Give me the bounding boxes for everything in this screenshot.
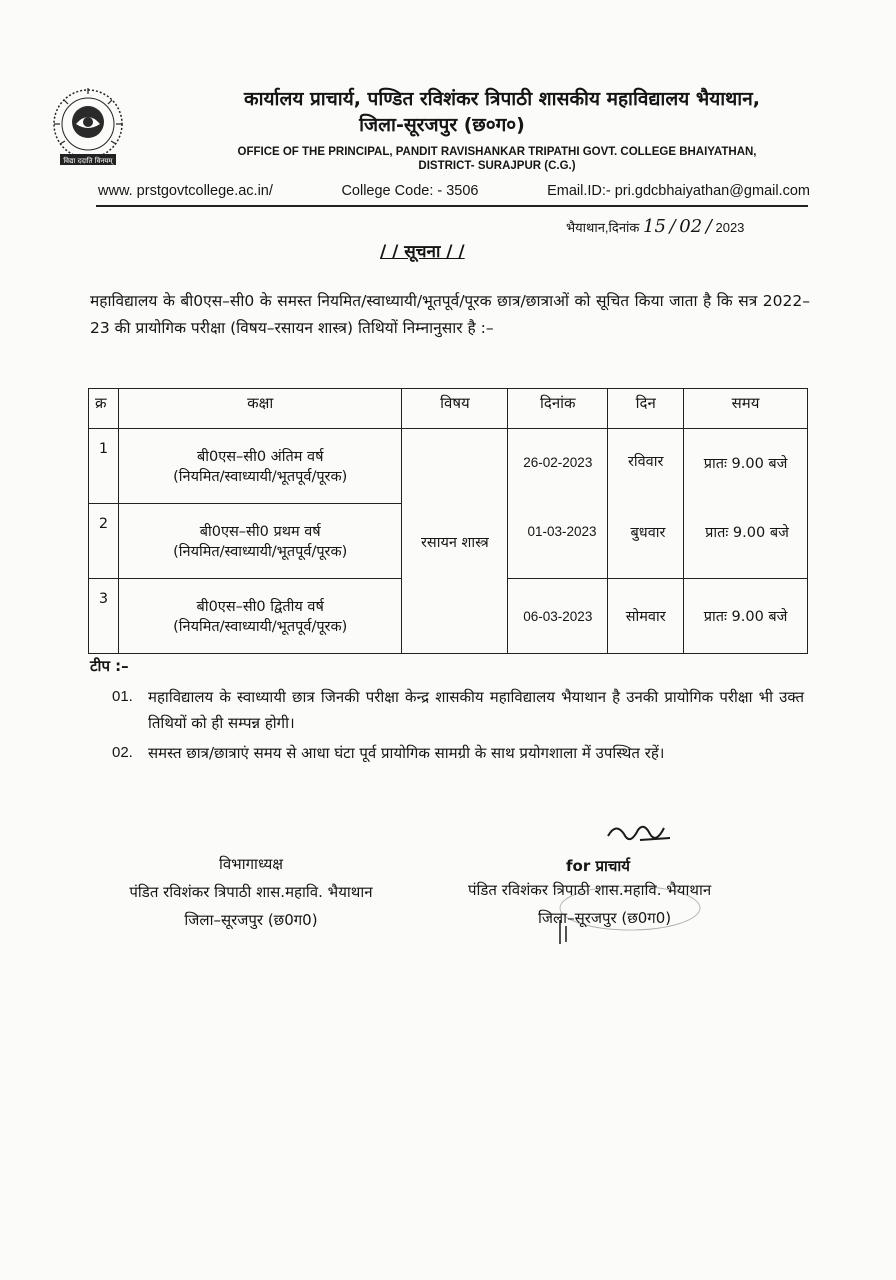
row-class xyxy=(118,579,401,654)
hod-signature-block xyxy=(86,850,416,934)
date-prefix: भैयाथान,दिनांक xyxy=(566,220,640,235)
row-time-1 xyxy=(684,429,808,579)
header-serial: क्र xyxy=(89,389,119,429)
college-title-english-line1: OFFICE OF THE PRINCIPAL, PANDIT RAVISHANKAR TRIPATHI GOVT. COLLEGE BHAIYATHAN, xyxy=(237,146,757,158)
college-code: College Code: - 3506 xyxy=(341,183,479,199)
row2-time: प्रातः 9.00 बजे xyxy=(705,525,789,541)
list-item xyxy=(112,740,804,766)
tip-number: 01. xyxy=(112,688,133,705)
college-title-hindi-line1: कार्यालय प्राचार्य, पण्डित रविशंकर त्रिपाठी शासकीय महाविद्यालय भैयाथान, xyxy=(244,88,760,110)
row2-date: 01-03-2023 xyxy=(527,524,597,539)
row-serial: 3 xyxy=(89,579,119,654)
row-serial: 1 xyxy=(89,429,119,504)
notice-paragraph: महाविद्यालय के बी0एस–सी0 के समस्त नियमित/स्वाध्यायी/भूतपूर्व/पूरक छात्र/छात्राओं को सूचित किया जाता है कि सत्र 2022–23 की प्रायोगिक परीक्षा (विषय–रसायन शास्त्र) तिथियों निम्नानुसार है :– xyxy=(90,292,810,337)
tip-number: 02. xyxy=(112,744,133,761)
tip-text: समस्त छात्र/छात्राएं समय से आधा घंटा पूर्व प्रायोगिक सामग्री के साथ प्रयोगशाला में उपस्थित रहें। xyxy=(148,744,665,762)
college-title-english xyxy=(152,145,842,173)
row-serial: 2 xyxy=(89,504,119,579)
row-date-3: 06-03-2023 xyxy=(508,579,608,654)
college-seal-logo xyxy=(46,84,130,168)
svg-text:विद्या ददाति विनयम्: विद्या ददाति विनयम् xyxy=(63,157,113,165)
hod-title: विभागाध्यक्ष xyxy=(218,855,284,873)
row-class-line1: बी0एस–सी0 अंतिम वर्ष xyxy=(196,449,324,465)
tip-text: महाविद्यालय के स्वाध्यायी छात्र जिनकी परीक्षा केन्द्र शासकीय महाविद्यालय भैयाथान है उनकी प्रायोगिक परीक्षा भी उक्त तिथियों को ही सम्पन्न होगी। xyxy=(148,688,804,732)
row-class-line2: (नियमित/स्वाध्यायी/भूतपूर्व/पूरक) xyxy=(173,619,348,635)
row-day-value: रविवार xyxy=(627,454,664,470)
hod-college: पंडित रविशंकर त्रिपाठी शास.महावि. भैयाथान xyxy=(129,883,373,901)
principal-signature-block xyxy=(468,857,808,932)
date-day: 15 xyxy=(643,216,666,237)
row-class-line2: (नियमित/स्वाध्यायी/भूतपूर्व/पूरक) xyxy=(173,469,348,485)
tips-list xyxy=(112,684,804,770)
college-title-hindi xyxy=(152,86,852,138)
header-class: कक्षा xyxy=(118,389,401,429)
contact-line xyxy=(98,183,810,199)
website-link[interactable]: www. prstgovtcollege.ac.in/ xyxy=(98,183,273,199)
date-month: 02 xyxy=(679,216,703,237)
header-divider xyxy=(96,205,808,207)
row-class xyxy=(118,504,401,579)
principal-for-label: for प्राचार्य xyxy=(566,857,630,875)
college-title-hindi-line2: जिला-सूरजपुर (छ०ग०) xyxy=(359,114,525,136)
row-time-value: प्रातः 9.00 बजे xyxy=(703,456,788,472)
tips-heading: टीप :– xyxy=(90,657,129,675)
table-row xyxy=(89,429,808,504)
header-date: दिनांक xyxy=(508,389,608,429)
row-date-1 xyxy=(508,429,608,579)
header-day: दिन xyxy=(608,389,684,429)
date-year: 2023 xyxy=(715,220,745,235)
hod-district: जिला–सूरजपुर (छ0ग0) xyxy=(184,911,318,929)
header-subject: विषय xyxy=(402,389,508,429)
row-class xyxy=(118,429,401,504)
notice-heading: / / सूचना / / xyxy=(380,242,465,262)
notice-date: भैयाथान,दिनांक 15 / 02 / 2023 xyxy=(566,216,745,237)
row-day-3: सोमवार xyxy=(608,579,684,654)
principal-district: जिला–सूरजपुर (छ0ग0) xyxy=(538,909,672,927)
college-title-english-line2: DISTRICT- SURAJPUR (C.G.) xyxy=(418,160,576,172)
subject-text: रसायन शास्त्र xyxy=(420,535,489,551)
row2-day: बुधवार xyxy=(630,525,666,541)
row-day-1 xyxy=(608,429,684,579)
list-item xyxy=(112,684,804,736)
row-class-line1: बी0एस–सी0 प्रथम वर्ष xyxy=(199,524,321,540)
exam-schedule-table xyxy=(88,388,808,654)
row-class-line2: (नियमित/स्वाध्यायी/भूतपूर्व/पूरक) xyxy=(173,544,348,560)
table-header-row xyxy=(89,389,808,429)
row-date-value: 26-02-2023 xyxy=(523,455,593,470)
email-link[interactable]: Email.ID:- pri.gdcbhaiyathan@gmail.com xyxy=(547,183,810,199)
header-time: समय xyxy=(684,389,808,429)
row-class-line1: बी0एस–सी0 द्वितीय वर्ष xyxy=(196,599,324,615)
principal-college: पंडित रविशंकर त्रिपाठी शास.महावि. भैयाथान xyxy=(468,881,712,899)
row-subject xyxy=(402,429,508,654)
row-time-3: प्रातः 9.00 बजे xyxy=(684,579,808,654)
